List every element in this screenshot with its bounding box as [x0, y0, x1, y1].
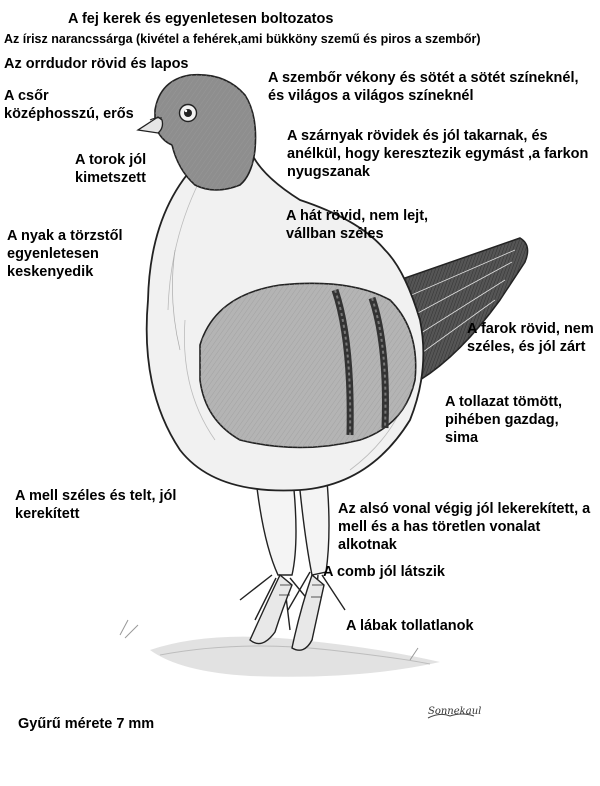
label-back: A hát rövid, nem lejt, vállban széles — [286, 208, 429, 242]
label-eye-cere: A szembőr vékony és sötét a sötét színeknél, és világos a világos színeknél — [268, 70, 579, 104]
label-ring-size: Gyűrű mérete 7 mm — [18, 716, 155, 732]
label-iris: Az írisz narancssárga (kivétel a fehérek,ami bükköny szemű és piros a szembőr) — [4, 32, 481, 46]
label-tail: A farok rövid, nem széles, és jól zárt — [467, 321, 594, 355]
wing-shield — [200, 283, 416, 447]
artist-signature: Sonnekaul — [428, 706, 482, 717]
label-head: A fej kerek és egyenletesen boltozatos — [68, 11, 334, 27]
label-throat: A torok jól kimetszett — [75, 152, 147, 186]
label-legs: A lábak tollatlanok — [346, 618, 474, 634]
label-cere: Az orrdudor rövid és lapos — [4, 56, 189, 72]
legs — [240, 470, 345, 650]
label-underline: Az alsó vonal végig jól lekerekített, a mell és a has töretlen vonalat alkotnak — [338, 501, 591, 553]
label-plumage: A tollazat tömött, pihében gazdag, sima — [445, 394, 563, 446]
label-wings: A szárnyak rövidek és jól takarnak, és anélkül, hogy keresztezik egymást ,a farkon nyugszanak — [287, 128, 589, 180]
label-breast: A mell széles és telt, jól kerekített — [15, 488, 177, 522]
label-shank: A comb jól látszik — [323, 564, 445, 580]
label-neck: A nyak a törzstől egyenletesen keskenyedik — [7, 228, 123, 280]
label-beak: A csőr középhosszú, erős — [4, 88, 134, 122]
